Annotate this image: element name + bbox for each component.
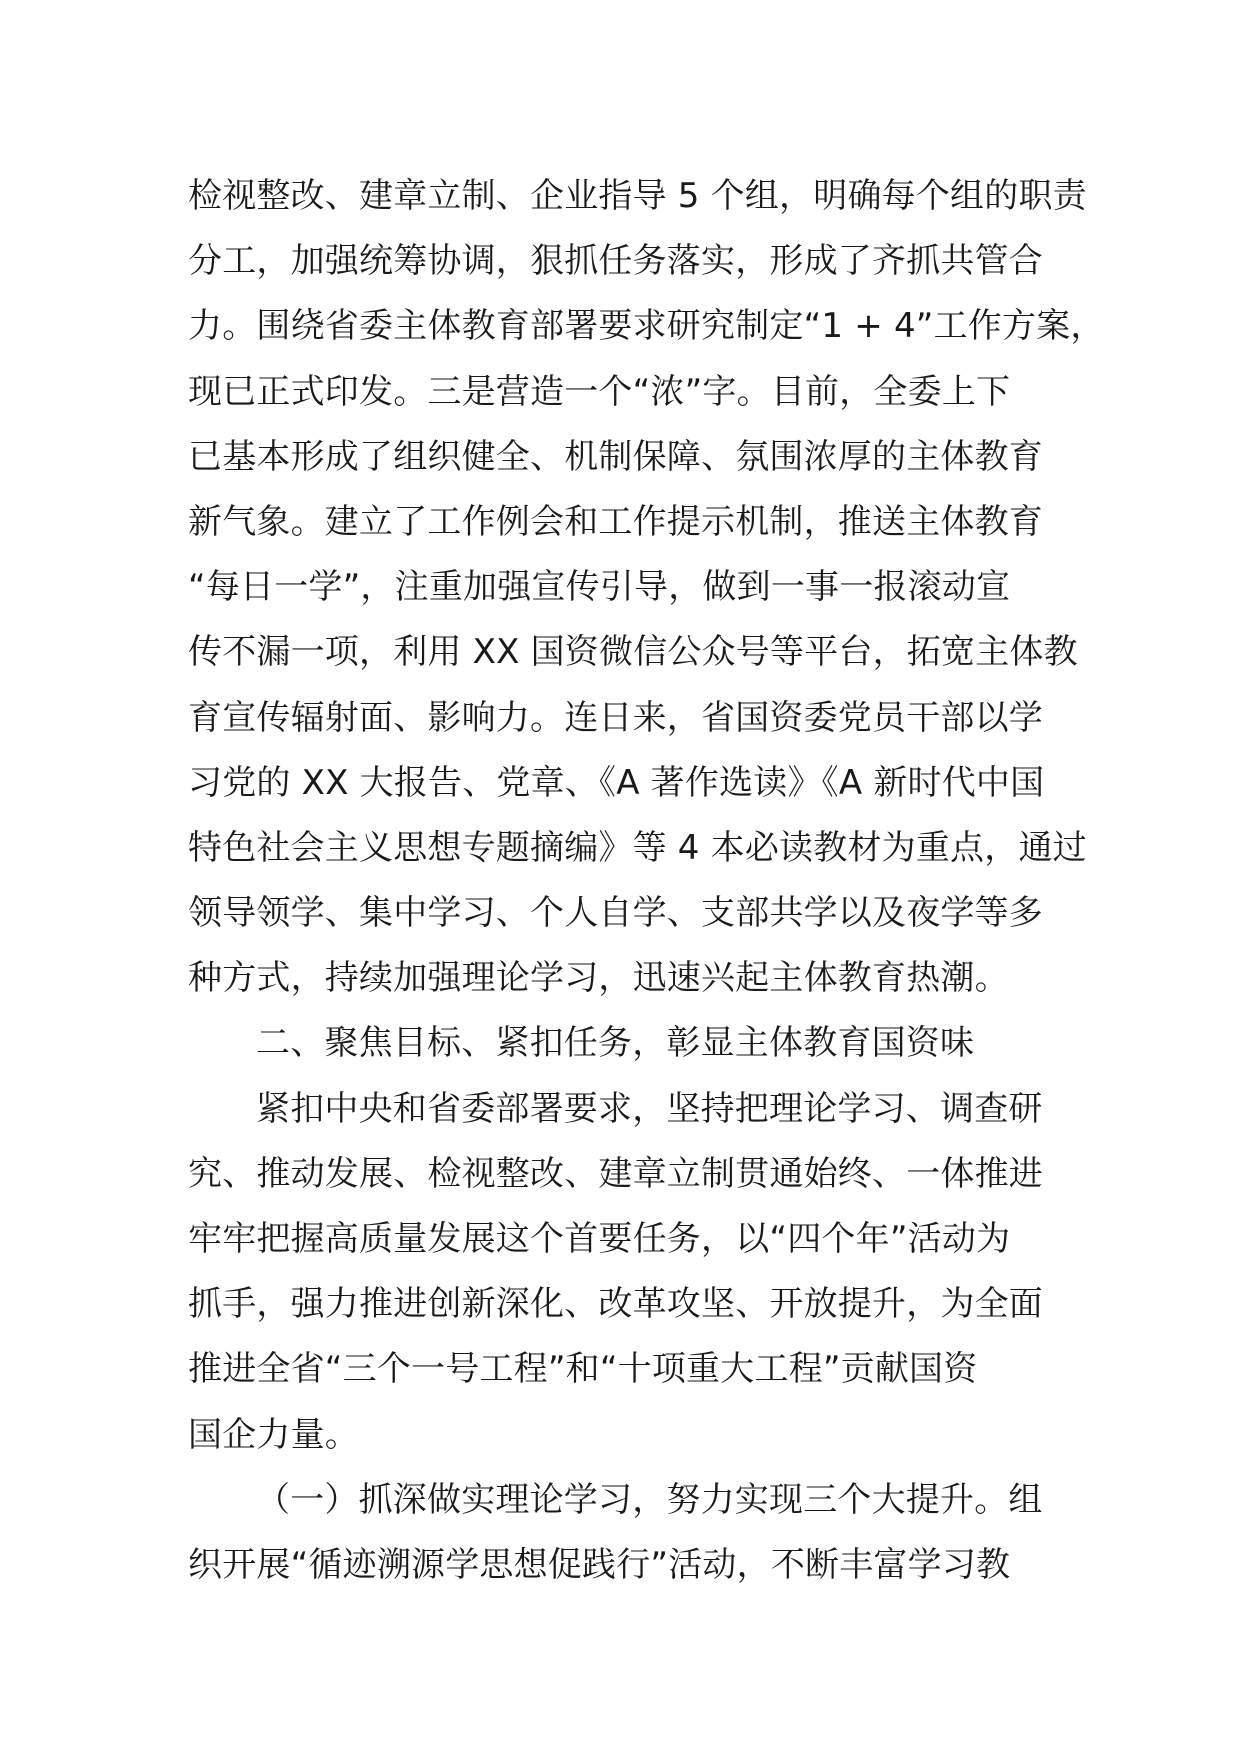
text-line: （一）抓深做实理论学习，努力实现三个大提升。组 [256,1479,1043,1520]
text-line: 现已正式印发。三是营造一个“浓”字。目前，全委上下 [188,371,1011,412]
text-line: 育宣传辐射面、影响力。连日来，省国资委党员干部以学 [188,697,1043,738]
text-line: 紧扣中央和省委部署要求，坚持把理论学习、调查研 [256,1088,1043,1129]
text-line: 领导领学、集中学习、个人自学、支部共学以及夜学等多 [188,893,1043,934]
text-line: 织开展“循迹溯源学思想促践行”活动，不断丰富学习教 [188,1544,1011,1585]
text-line: 抓手，强力推进创新深化、改革攻坚、开放提升，为全面 [188,1284,1043,1325]
text-line: 检视整改、建章立制、企业指导 5 个组，明确每个组的职责 [188,176,1087,216]
document-body [188,164,1105,1598]
text-line: 究、推动发展、检视整改、建章立制贯通始终、一体推进 [188,1153,1043,1194]
text-line: 传不漏一项，利用 XX 国资微信公众号等平台，拓宽主体教 [188,632,1078,673]
text-line: 特色社会主义思想专题摘编》等 4 本必读教材为重点，通过 [188,827,1087,868]
text-line: 国企力量。 [188,1414,359,1455]
text-line: “每日一学”，注重加强宣传引导，做到一事一报滚动宣 [188,567,1011,608]
text-line: 新气象。建立了工作例会和工作提示机制，推送主体教育 [188,501,1043,542]
text-line: 分工，加强统筹协调，狠抓任务落实，形成了齐抓共管合 [188,241,1043,282]
text-line: 习党的 XX 大报告、党章、《A 著作选读》《A 新时代中国 [188,762,1045,803]
text-line: 推进全省“三个一号工程”和“十项重大工程”贡献国资 [188,1349,978,1390]
text-line: 种方式，持续加强理论学习，迅速兴起主体教育热潮。 [188,958,1009,999]
text-line: 力。围绕省委主体教育部署要求研究制定“1 + 4”工作方案， [188,306,1105,347]
text-line: 牢牢把握高质量发展这个首要任务，以“四个年”活动为 [188,1219,1011,1259]
text-line: 已基本形成了组织健全、机制保障、氛围浓厚的主体教育 [188,436,1043,477]
text-line: 二、聚焦目标、紧扣任务，彰显主体教育国资味 [256,1023,975,1064]
